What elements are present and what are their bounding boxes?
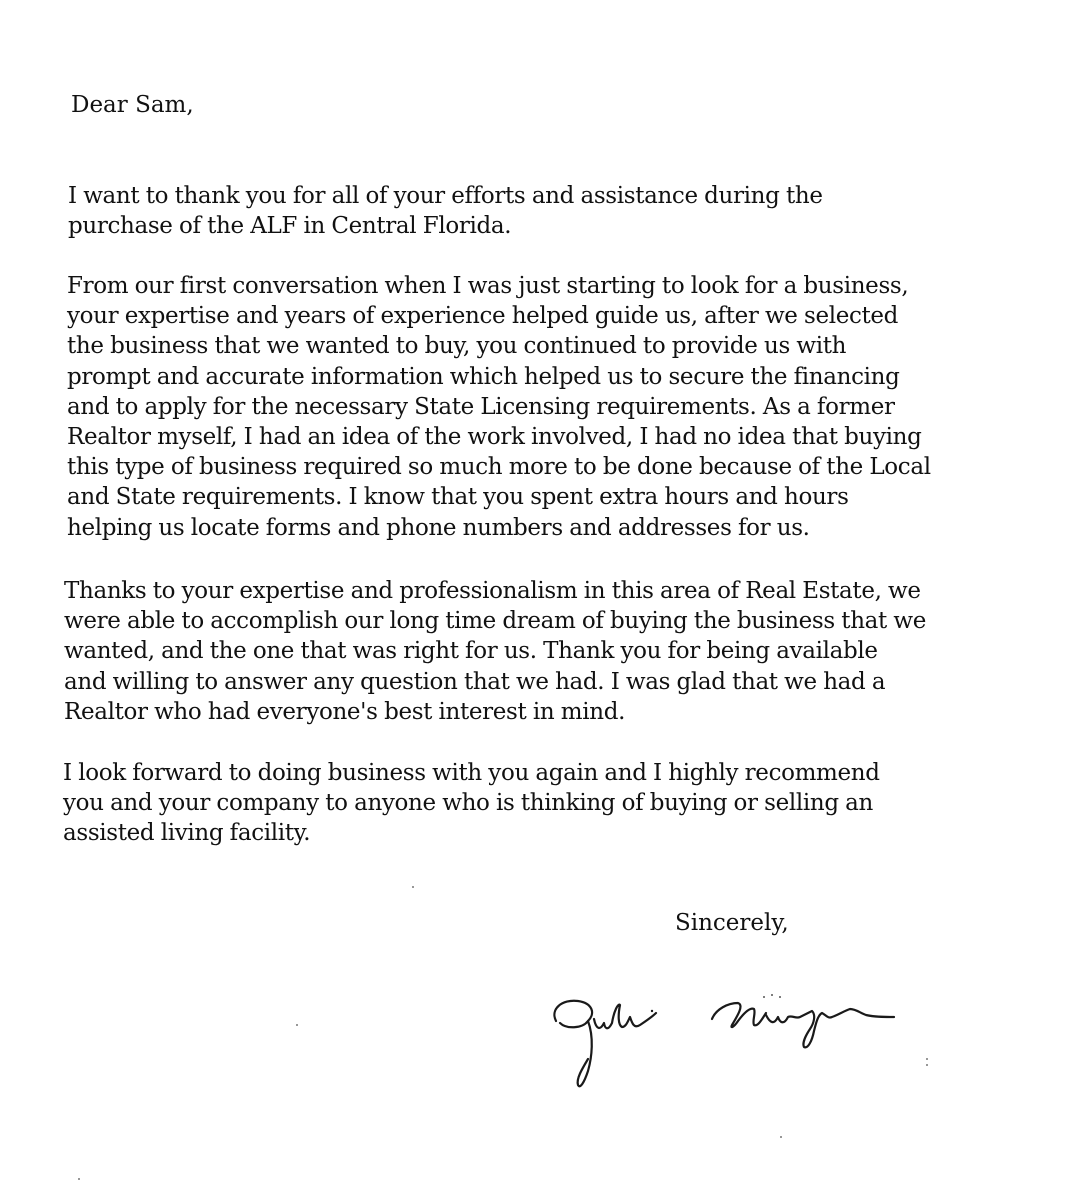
paragraph-line: and State requirements. I know that you spent extra hours and hours	[67, 484, 849, 511]
paragraph-line: Realtor myself, I had an idea of the work involved, I had no idea that buying	[67, 424, 922, 451]
handwritten-signature	[548, 985, 948, 1095]
signature-stroke	[766, 1009, 894, 1047]
paragraph-line: purchase of the ALF in Central Florida.	[68, 213, 512, 240]
paragraph-line: From our first conversation when I was just starting to look for a business,	[67, 273, 909, 299]
scan-speck	[78, 1178, 80, 1180]
paragraph-professionalism	[64, 576, 926, 727]
paragraph-line: and willing to answer any question that we had. I was glad that we had a	[64, 668, 886, 695]
signature-dot	[651, 1010, 653, 1012]
signature-stroke	[554, 1001, 592, 1028]
paragraph-line: were able to accomplish our long time dream of buying the business that we	[64, 608, 926, 635]
scan-speck	[926, 1064, 928, 1066]
salutation: Dear Sam,	[71, 92, 194, 118]
paragraph-line: Thanks to your expertise and professionalism in this area of Real Estate, we	[64, 578, 921, 604]
signature-stroke	[594, 1005, 656, 1029]
paragraph-line: helping us locate forms and phone numbers and addresses for us.	[67, 514, 810, 541]
paragraph-line: wanted, and the one that was right for us. Thank you for being available	[64, 638, 878, 665]
closing: Sincerely,	[675, 910, 789, 936]
paragraph-line: the business that we wanted to buy, you continued to provide us with	[67, 333, 847, 360]
scan-speck	[296, 1024, 298, 1026]
paragraph-line: you and your company to anyone who is thinking of buying or selling an	[63, 790, 873, 817]
signature-stroke	[578, 1021, 592, 1086]
paragraph-line: Realtor who had everyone's best interest in mind.	[64, 698, 626, 725]
scan-speck	[780, 1136, 782, 1138]
signature-dot	[763, 996, 765, 998]
signature-dot	[779, 996, 781, 998]
paragraph-recommendation	[63, 758, 880, 849]
paragraph-line: your expertise and years of experience helped guide us, after we selected	[67, 303, 899, 330]
paragraph-thanks	[68, 181, 823, 241]
scan-speck	[412, 886, 414, 888]
paragraph-line: and to apply for the necessary State Licensing requirements. As a former	[67, 393, 895, 420]
scan-speck	[926, 1058, 928, 1060]
paragraph-line: this type of business required so much more to be done because of the Local	[67, 454, 931, 481]
paragraph-line: assisted living facility.	[63, 820, 311, 847]
paragraph-line: prompt and accurate information which helped us to secure the financing	[67, 363, 900, 390]
signature-dot	[771, 994, 773, 996]
signature-stroke	[712, 1003, 766, 1027]
paragraph-line: I look forward to doing business with you again and I highly recommend	[63, 760, 880, 786]
paragraph-line: I want to thank you for all of your efforts and assistance during the	[68, 183, 823, 209]
paragraph-experience	[67, 271, 931, 543]
